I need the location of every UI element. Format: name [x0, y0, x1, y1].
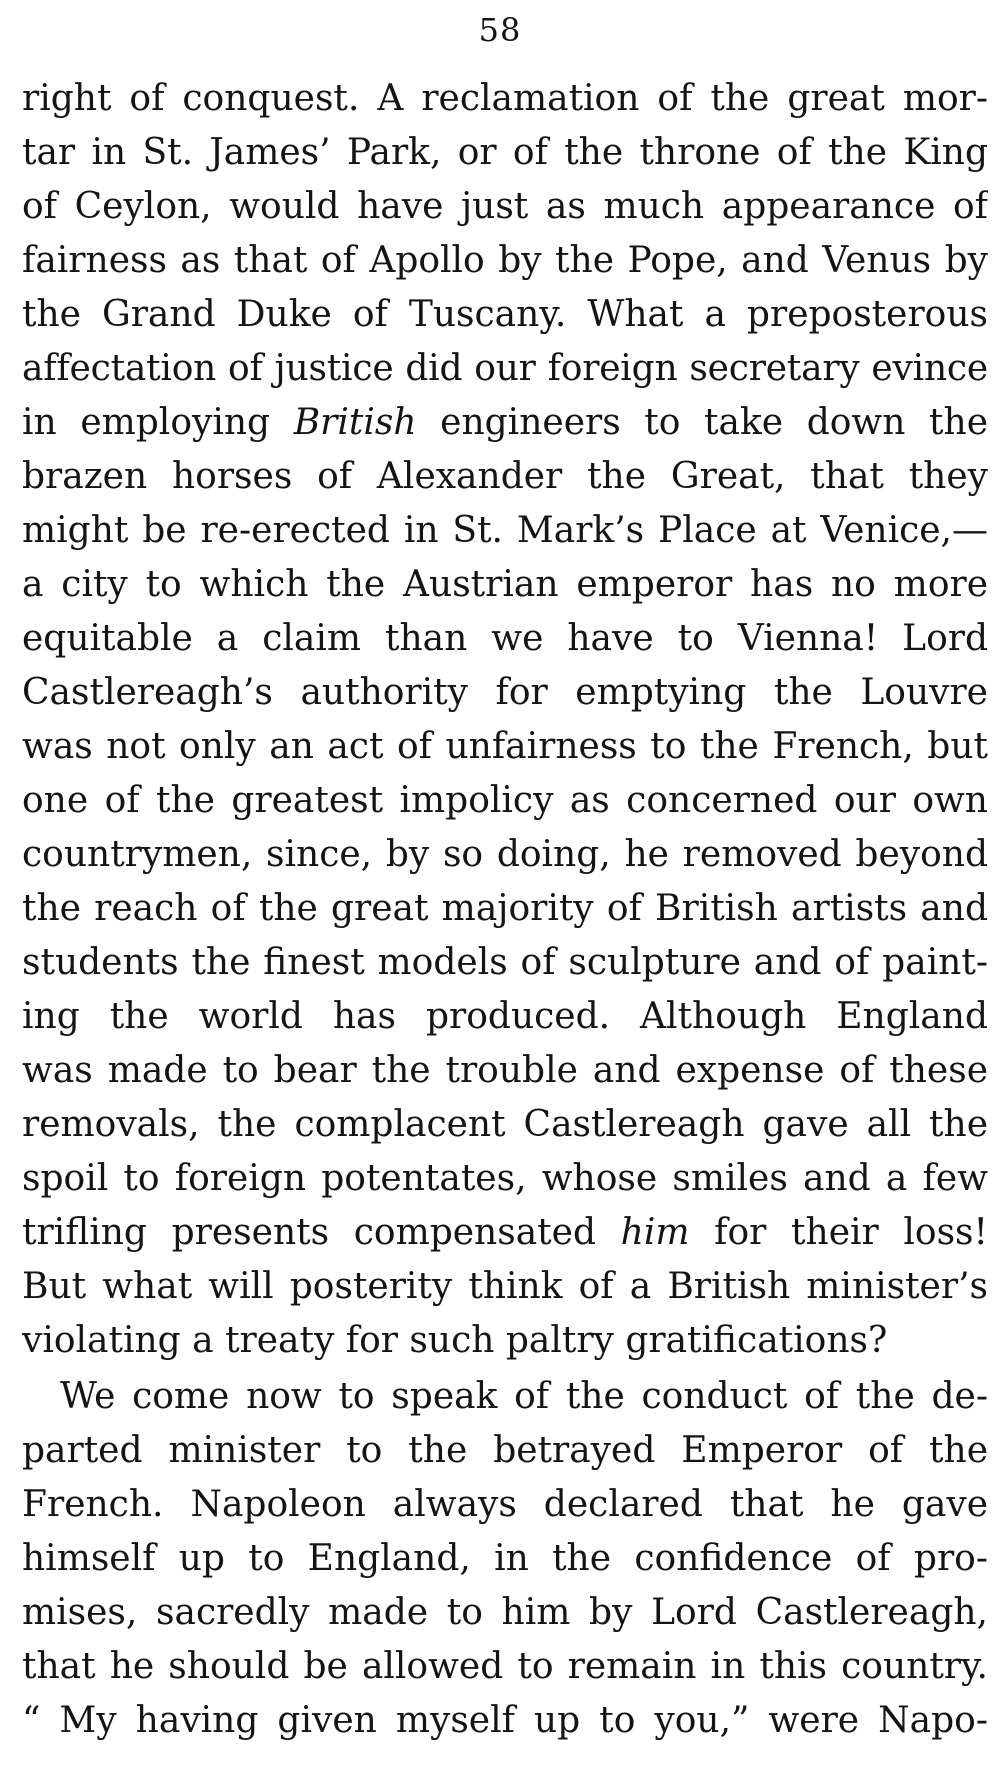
text-line: equitable a claim than we have to Vienna! Lord [22, 618, 988, 659]
text-line: might be re-erected in St. Mark’s Place at Venice,— [22, 510, 988, 551]
text-line: himself up to England, in the confidence of pro- [22, 1538, 988, 1579]
text-line: spoil to foreign potentates, whose smiles and a few [22, 1158, 988, 1199]
italic-text: him [620, 1212, 690, 1253]
text-run: in employing [22, 402, 294, 443]
text-run: trifling presents compensated [22, 1212, 621, 1253]
text-line: mises, sacredly made to him by Lord Castlereagh, [22, 1592, 988, 1633]
text-line: of Ceylon, would have just as much appearance of [22, 186, 988, 227]
text-line: violating a treaty for such paltry gratifications? [22, 1320, 888, 1361]
text-line: But what will posterity think of a British minister’s [22, 1266, 988, 1307]
page-number: 58 [478, 11, 522, 49]
text-line: affectation of justice did our foreign secretary evince [22, 348, 988, 389]
text-line: French. Napoleon always declared that he gave [22, 1484, 988, 1525]
text-line: the reach of the great majority of British artists and [22, 888, 988, 929]
text-line: one of the greatest impolicy as concerned our own [22, 780, 988, 821]
text-run: engineers to take down the [416, 402, 988, 443]
text-line: parted minister to the betrayed Emperor of the [22, 1430, 988, 1471]
text-line: Castlereagh’s authority for emptying the Louvre [22, 672, 988, 713]
text-line: “ My having given myself up to you,” were Napo- [22, 1700, 988, 1741]
text-line [22, 396, 988, 450]
text-line: was made to bear the trouble and expense of these [22, 1050, 988, 1091]
text-line: countrymen, since, by so doing, he removed beyond [22, 834, 988, 875]
text-line: We come now to speak of the conduct of the de- [60, 1376, 988, 1417]
paragraph-1 [22, 72, 988, 1368]
text-run: for their loss! [689, 1212, 988, 1253]
text-line: was not only an act of unfairness to the French, but [22, 726, 988, 767]
text-line: ing the world has produced. Although England [22, 996, 988, 1037]
text-line: fairness as that of Apollo by the Pope, and Venus by [22, 240, 988, 281]
text-line: the Grand Duke of Tuscany. What a preposterous [22, 294, 988, 335]
text-line: that he should be allowed to remain in this country. [22, 1646, 988, 1687]
text-line [22, 1206, 988, 1260]
text-line: tar in St. James’ Park, or of the throne of the King [22, 132, 988, 173]
text-line: right of conquest. A reclamation of the great mor- [22, 78, 988, 119]
text-line: removals, the complacent Castlereagh gave all the [22, 1104, 988, 1145]
text-line: brazen horses of Alexander the Great, that they [22, 456, 988, 497]
paragraph-2 [22, 1370, 988, 1748]
italic-text: British [293, 402, 417, 443]
text-line: students the finest models of sculpture and of paint- [22, 942, 988, 983]
text-line: a city to which the Austrian emperor has no more [22, 564, 988, 605]
